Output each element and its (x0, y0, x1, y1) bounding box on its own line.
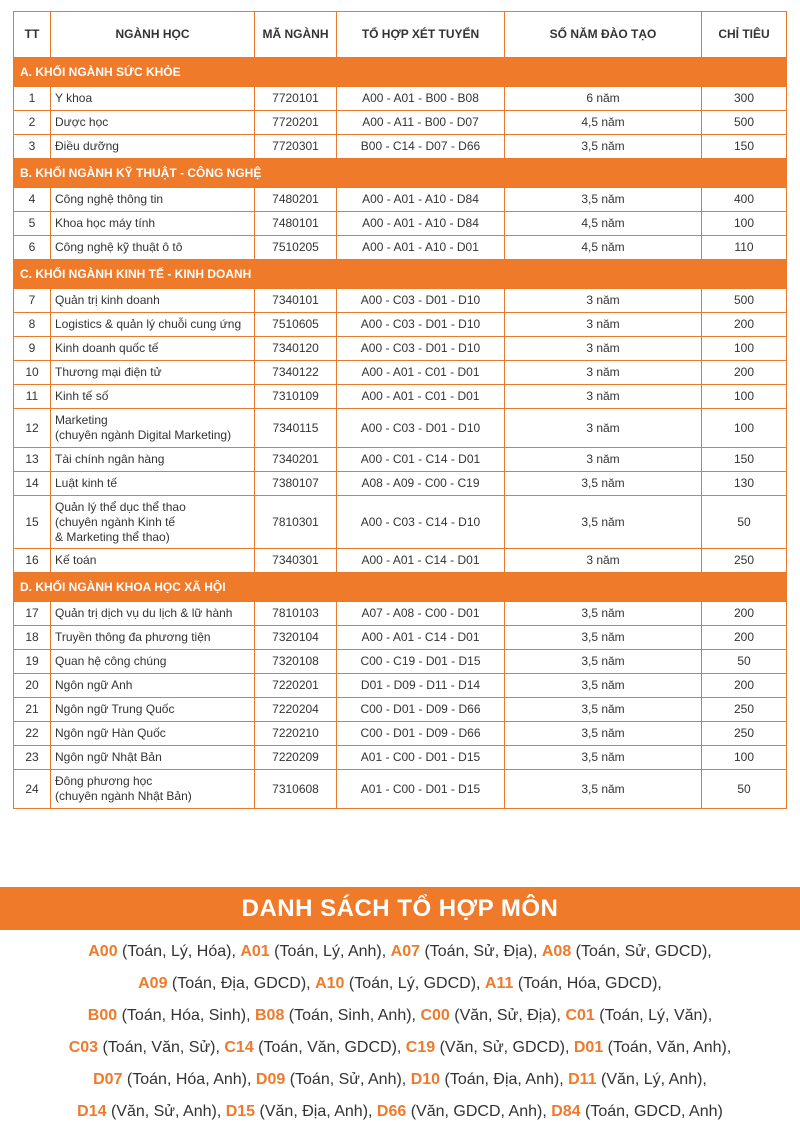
combo-code: D15 (225, 1103, 256, 1120)
group-title: A. KHỐI NGÀNH SỨC KHỎE (14, 58, 787, 87)
combo-code: D84 (551, 1103, 581, 1120)
program-name (51, 549, 255, 573)
training-years: 4,5 năm (505, 236, 702, 260)
program-code: 7220201 (255, 674, 337, 698)
table-row (14, 135, 787, 159)
program-name-line: Thương mại điện tử (55, 365, 162, 379)
program-name-line: Khoa học máy tính (55, 216, 156, 230)
subject-combination: A00 - A01 - C14 - D01 (337, 626, 505, 650)
admission-quota: 500 (702, 111, 787, 135)
row-number: 18 (14, 626, 51, 650)
combo-code: A10 (315, 975, 345, 992)
program-name (51, 674, 255, 698)
program-name-line: (chuyên ngành Nhật Bản) (55, 789, 192, 803)
program-name (51, 212, 255, 236)
program-code: 7810103 (255, 602, 337, 626)
training-years: 3,5 năm (505, 602, 702, 626)
row-number: 6 (14, 236, 51, 260)
program-code: 7220209 (255, 746, 337, 770)
combo-subjects: (Văn, GDCD, Anh), (406, 1103, 552, 1120)
program-name (51, 236, 255, 260)
combo-line (0, 1000, 800, 1032)
program-name-line: Công nghệ kỹ thuật ô tô (55, 240, 183, 254)
group-row (14, 159, 787, 188)
program-name (51, 87, 255, 111)
combo-subjects: (Toán, Lý, Văn), (594, 1007, 713, 1024)
table-row (14, 111, 787, 135)
combo-line (0, 1064, 800, 1096)
training-years: 3,5 năm (505, 674, 702, 698)
table-row (14, 361, 787, 385)
combo-code: D11 (568, 1071, 597, 1088)
admission-quota: 50 (702, 496, 787, 549)
table-row (14, 87, 787, 111)
combo-subjects: (Toán, Lý, Hóa), (117, 943, 241, 960)
row-number: 20 (14, 674, 51, 698)
combo-subjects: (Văn, Lý, Anh), (596, 1071, 707, 1088)
combo-subjects: (Toán, Sử, GDCD), (571, 943, 712, 960)
program-name (51, 313, 255, 337)
program-name-line: Luật kinh tế (55, 476, 118, 490)
group-title: B. KHỐI NGÀNH KỸ THUẬT - CÔNG NGHỆ (14, 159, 787, 188)
program-name (51, 135, 255, 159)
program-code: 7720301 (255, 135, 337, 159)
admission-quota: 100 (702, 212, 787, 236)
program-name (51, 289, 255, 313)
combo-code: C19 (405, 1039, 436, 1056)
combo-subjects: (Văn, Sử, Anh), (106, 1103, 226, 1120)
program-name (51, 746, 255, 770)
combo-subjects: (Toán, Sử, Anh), (285, 1071, 411, 1088)
table-row (14, 746, 787, 770)
program-code: 7720101 (255, 87, 337, 111)
training-years: 3,5 năm (505, 650, 702, 674)
row-number: 3 (14, 135, 51, 159)
training-years: 3 năm (505, 549, 702, 573)
row-number: 7 (14, 289, 51, 313)
program-name-line: Ngôn ngữ Nhật Bản (55, 750, 162, 764)
table-header-row (14, 12, 787, 58)
admission-quota: 200 (702, 313, 787, 337)
combo-code: A08 (541, 943, 572, 960)
subject-combination: A00 - C03 - D01 - D10 (337, 289, 505, 313)
header-quota: CHỈ TIÊU (702, 12, 787, 58)
admission-quota: 200 (702, 626, 787, 650)
program-name-line: Quản trị dịch vụ du lịch & lữ hành (55, 606, 233, 620)
header-combo: TỔ HỢP XÉT TUYỂN (337, 12, 505, 58)
subject-combination: A00 - A11 - B00 - D07 (337, 111, 505, 135)
combo-line (0, 1096, 800, 1128)
program-name-line: Ngôn ngữ Trung Quốc (55, 702, 175, 716)
program-name-line: Kinh tế số (55, 389, 109, 403)
combo-code: A11 (484, 975, 514, 992)
program-name-line: Đông phương học (55, 774, 153, 788)
program-name (51, 626, 255, 650)
row-number: 23 (14, 746, 51, 770)
table-row (14, 448, 787, 472)
program-code: 7340120 (255, 337, 337, 361)
admission-quota: 110 (702, 236, 787, 260)
table-row (14, 337, 787, 361)
combo-line (0, 936, 800, 968)
training-years: 3 năm (505, 361, 702, 385)
admission-quota: 100 (702, 746, 787, 770)
program-code: 7310608 (255, 770, 337, 809)
table-row (14, 722, 787, 746)
combo-code: A00 (88, 943, 118, 960)
row-number: 9 (14, 337, 51, 361)
table-row (14, 313, 787, 337)
subject-combination: A00 - C03 - D01 - D10 (337, 313, 505, 337)
program-name (51, 361, 255, 385)
combo-list-title: DANH SÁCH TỔ HỢP MÔN (0, 887, 800, 930)
table-row (14, 472, 787, 496)
program-name (51, 496, 255, 549)
row-number: 12 (14, 409, 51, 448)
admission-quota: 250 (702, 549, 787, 573)
row-number: 21 (14, 698, 51, 722)
row-number: 13 (14, 448, 51, 472)
combo-line (0, 1032, 800, 1064)
program-code: 7810301 (255, 496, 337, 549)
combo-subjects: (Toán, Văn, Sử), (98, 1039, 225, 1056)
admission-quota: 100 (702, 385, 787, 409)
combo-subjects: (Toán, Lý, Anh), (269, 943, 391, 960)
combo-subjects: (Toán, Hóa, GDCD), (513, 975, 662, 992)
combo-subjects: (Văn, Sử, GDCD), (435, 1039, 574, 1056)
program-name (51, 111, 255, 135)
row-number: 24 (14, 770, 51, 809)
admission-quota: 100 (702, 337, 787, 361)
subject-combination: A00 - C01 - C14 - D01 (337, 448, 505, 472)
subject-combination: C00 - D01 - D09 - D66 (337, 722, 505, 746)
combo-code: A09 (138, 975, 168, 992)
table-row (14, 212, 787, 236)
combo-subjects: (Toán, Văn, Anh), (603, 1039, 732, 1056)
subject-combination: A08 - A09 - C00 - C19 (337, 472, 505, 496)
subject-combination: A00 - C03 - D01 - D10 (337, 337, 505, 361)
table-row (14, 602, 787, 626)
training-years: 4,5 năm (505, 212, 702, 236)
program-code: 7220204 (255, 698, 337, 722)
program-name (51, 385, 255, 409)
program-name-line: Kế toán (55, 553, 97, 567)
table-row (14, 385, 787, 409)
program-code: 7320104 (255, 626, 337, 650)
table-row (14, 626, 787, 650)
program-code: 7340101 (255, 289, 337, 313)
admission-quota: 250 (702, 722, 787, 746)
table-row (14, 650, 787, 674)
admission-quota: 130 (702, 472, 787, 496)
admission-quota: 500 (702, 289, 787, 313)
subject-combination: A00 - C03 - C14 - D10 (337, 496, 505, 549)
combo-code: D07 (93, 1071, 123, 1088)
combo-subjects: (Toán, Lý, GDCD), (344, 975, 485, 992)
subject-combination: A07 - A08 - C00 - D01 (337, 602, 505, 626)
program-name-line: Logistics & quản lý chuỗi cung ứng (55, 317, 242, 331)
program-name-line: Marketing (55, 413, 108, 427)
header-tt: TT (14, 12, 51, 58)
training-years: 6 năm (505, 87, 702, 111)
admission-quota: 300 (702, 87, 787, 111)
table-row (14, 496, 787, 549)
program-code: 7480101 (255, 212, 337, 236)
combo-list (0, 936, 800, 1128)
combo-subjects: (Toán, Sử, Địa), (420, 943, 542, 960)
row-number: 1 (14, 87, 51, 111)
program-code: 7380107 (255, 472, 337, 496)
training-years: 3,5 năm (505, 770, 702, 809)
row-number: 15 (14, 496, 51, 549)
program-name (51, 409, 255, 448)
program-name-line: (chuyên ngành Kinh tế (55, 514, 176, 529)
subject-combination: A00 - C03 - D01 - D10 (337, 409, 505, 448)
admission-quota: 400 (702, 188, 787, 212)
combo-subjects: (Toán, Sinh, Anh), (284, 1007, 421, 1024)
training-years: 3,5 năm (505, 722, 702, 746)
program-name-line: Kinh doanh quốc tế (55, 341, 159, 355)
row-number: 16 (14, 549, 51, 573)
combo-code: C03 (68, 1039, 99, 1056)
program-name-line: Tài chính ngân hàng (55, 452, 165, 466)
program-code: 7510605 (255, 313, 337, 337)
row-number: 19 (14, 650, 51, 674)
subject-combination: A00 - A01 - B00 - B08 (337, 87, 505, 111)
group-row (14, 573, 787, 602)
admission-quota: 150 (702, 448, 787, 472)
table-row (14, 188, 787, 212)
program-code: 7320108 (255, 650, 337, 674)
table-body (14, 58, 787, 809)
program-name (51, 722, 255, 746)
combo-subjects: (Toán, Văn, GDCD), (253, 1039, 406, 1056)
program-name-line: Công nghệ thông tin (55, 192, 164, 206)
group-title: D. KHỐI NGÀNH KHOA HỌC XÃ HỘI (14, 573, 787, 602)
subject-combination: B00 - C14 - D07 - D66 (337, 135, 505, 159)
program-code: 7340122 (255, 361, 337, 385)
program-code: 7340201 (255, 448, 337, 472)
subject-combination: A01 - C00 - D01 - D15 (337, 770, 505, 809)
combo-code: D66 (376, 1103, 407, 1120)
row-number: 2 (14, 111, 51, 135)
admission-quota: 100 (702, 409, 787, 448)
program-name-line: Ngôn ngữ Anh (55, 678, 133, 692)
row-number: 8 (14, 313, 51, 337)
training-years: 3 năm (505, 289, 702, 313)
program-name (51, 472, 255, 496)
program-name (51, 602, 255, 626)
row-number: 17 (14, 602, 51, 626)
admission-quota: 50 (702, 770, 787, 809)
subject-combination: A00 - A01 - A10 - D84 (337, 188, 505, 212)
program-code: 7480201 (255, 188, 337, 212)
program-name (51, 770, 255, 809)
admission-quota: 50 (702, 650, 787, 674)
program-code: 7340301 (255, 549, 337, 573)
row-number: 4 (14, 188, 51, 212)
header-program: NGÀNH HỌC (51, 12, 255, 58)
training-years: 3 năm (505, 385, 702, 409)
program-name (51, 448, 255, 472)
header-years: SỐ NĂM ĐÀO TẠO (505, 12, 702, 58)
combo-subjects: (Toán, Địa, GDCD), (167, 975, 316, 992)
training-years: 3,5 năm (505, 135, 702, 159)
program-name-line: Quản trị kinh doanh (55, 293, 160, 307)
training-years: 3,5 năm (505, 472, 702, 496)
program-table-container (13, 11, 786, 809)
group-row (14, 260, 787, 289)
group-title: C. KHỐI NGÀNH KINH TẾ - KINH DOANH (14, 260, 787, 289)
program-table (13, 11, 787, 809)
table-row (14, 409, 787, 448)
row-number: 5 (14, 212, 51, 236)
combo-subjects: (Văn, Địa, Anh), (255, 1103, 377, 1120)
program-name-line: Quản lý thể dục thể thao (55, 499, 186, 514)
program-name (51, 650, 255, 674)
admission-quota: 200 (702, 602, 787, 626)
table-row (14, 770, 787, 809)
training-years: 3,5 năm (505, 746, 702, 770)
program-name-line: Truyền thông đa phương tiện (55, 630, 211, 644)
table-row (14, 698, 787, 722)
subject-combination: D01 - D09 - D11 - D14 (337, 674, 505, 698)
training-years: 3,5 năm (505, 188, 702, 212)
program-name-line: & Marketing thể thao) (55, 529, 170, 544)
program-name-line: (chuyên ngành Digital Marketing) (55, 428, 232, 442)
admission-quota: 200 (702, 361, 787, 385)
combo-code: B08 (255, 1007, 285, 1024)
subject-combination: A00 - A01 - A10 - D84 (337, 212, 505, 236)
program-code: 7340115 (255, 409, 337, 448)
admission-quota: 150 (702, 135, 787, 159)
combo-code: D14 (77, 1103, 107, 1120)
group-row (14, 58, 787, 87)
program-name (51, 337, 255, 361)
subject-combination: A01 - C00 - D01 - D15 (337, 746, 505, 770)
program-name-line: Dược học (55, 115, 109, 129)
training-years: 3 năm (505, 409, 702, 448)
table-row (14, 549, 787, 573)
training-years: 3 năm (505, 337, 702, 361)
combo-code: D10 (410, 1071, 441, 1088)
combo-code: A07 (390, 943, 420, 960)
header-code: MÃ NGÀNH (255, 12, 337, 58)
program-name-line: Quan hệ công chúng (55, 654, 167, 668)
program-code: 7510205 (255, 236, 337, 260)
program-code: 7720201 (255, 111, 337, 135)
subject-combination: A00 - A01 - C01 - D01 (337, 361, 505, 385)
combo-code: C14 (224, 1039, 254, 1056)
program-name-line: Điều dưỡng (55, 139, 119, 153)
admission-quota: 250 (702, 698, 787, 722)
subject-combination: A00 - A01 - A10 - D01 (337, 236, 505, 260)
program-name (51, 188, 255, 212)
combo-code: A01 (240, 943, 270, 960)
table-row (14, 674, 787, 698)
training-years: 3,5 năm (505, 626, 702, 650)
combo-code: B00 (87, 1007, 118, 1024)
combo-code: C00 (420, 1007, 450, 1024)
program-code: 7310109 (255, 385, 337, 409)
combo-code: D09 (255, 1071, 286, 1088)
combo-subjects: (Toán, Địa, Anh), (440, 1071, 569, 1088)
subject-combination: A00 - A01 - C14 - D01 (337, 549, 505, 573)
combo-line (0, 968, 800, 1000)
row-number: 22 (14, 722, 51, 746)
program-name (51, 698, 255, 722)
program-code: 7220210 (255, 722, 337, 746)
program-name-line: Y khoa (55, 91, 93, 105)
training-years: 3 năm (505, 313, 702, 337)
subject-combination: A00 - A01 - C01 - D01 (337, 385, 505, 409)
table-row (14, 236, 787, 260)
combo-subjects: (Toán, Hóa, Sinh), (117, 1007, 255, 1024)
row-number: 10 (14, 361, 51, 385)
training-years: 3,5 năm (505, 496, 702, 549)
combo-subjects: (Văn, Sử, Địa), (449, 1007, 566, 1024)
admission-quota: 200 (702, 674, 787, 698)
combo-code: D01 (573, 1039, 604, 1056)
program-name-line: Ngôn ngữ Hàn Quốc (55, 726, 166, 740)
row-number: 11 (14, 385, 51, 409)
combo-code: C01 (565, 1007, 595, 1024)
row-number: 14 (14, 472, 51, 496)
subject-combination: C00 - C19 - D01 - D15 (337, 650, 505, 674)
training-years: 3,5 năm (505, 698, 702, 722)
training-years: 4,5 năm (505, 111, 702, 135)
combo-subjects: (Toán, Hóa, Anh), (122, 1071, 256, 1088)
subject-combination: C00 - D01 - D09 - D66 (337, 698, 505, 722)
table-row (14, 289, 787, 313)
training-years: 3 năm (505, 448, 702, 472)
combo-subjects: (Toán, GDCD, Anh) (580, 1103, 723, 1120)
